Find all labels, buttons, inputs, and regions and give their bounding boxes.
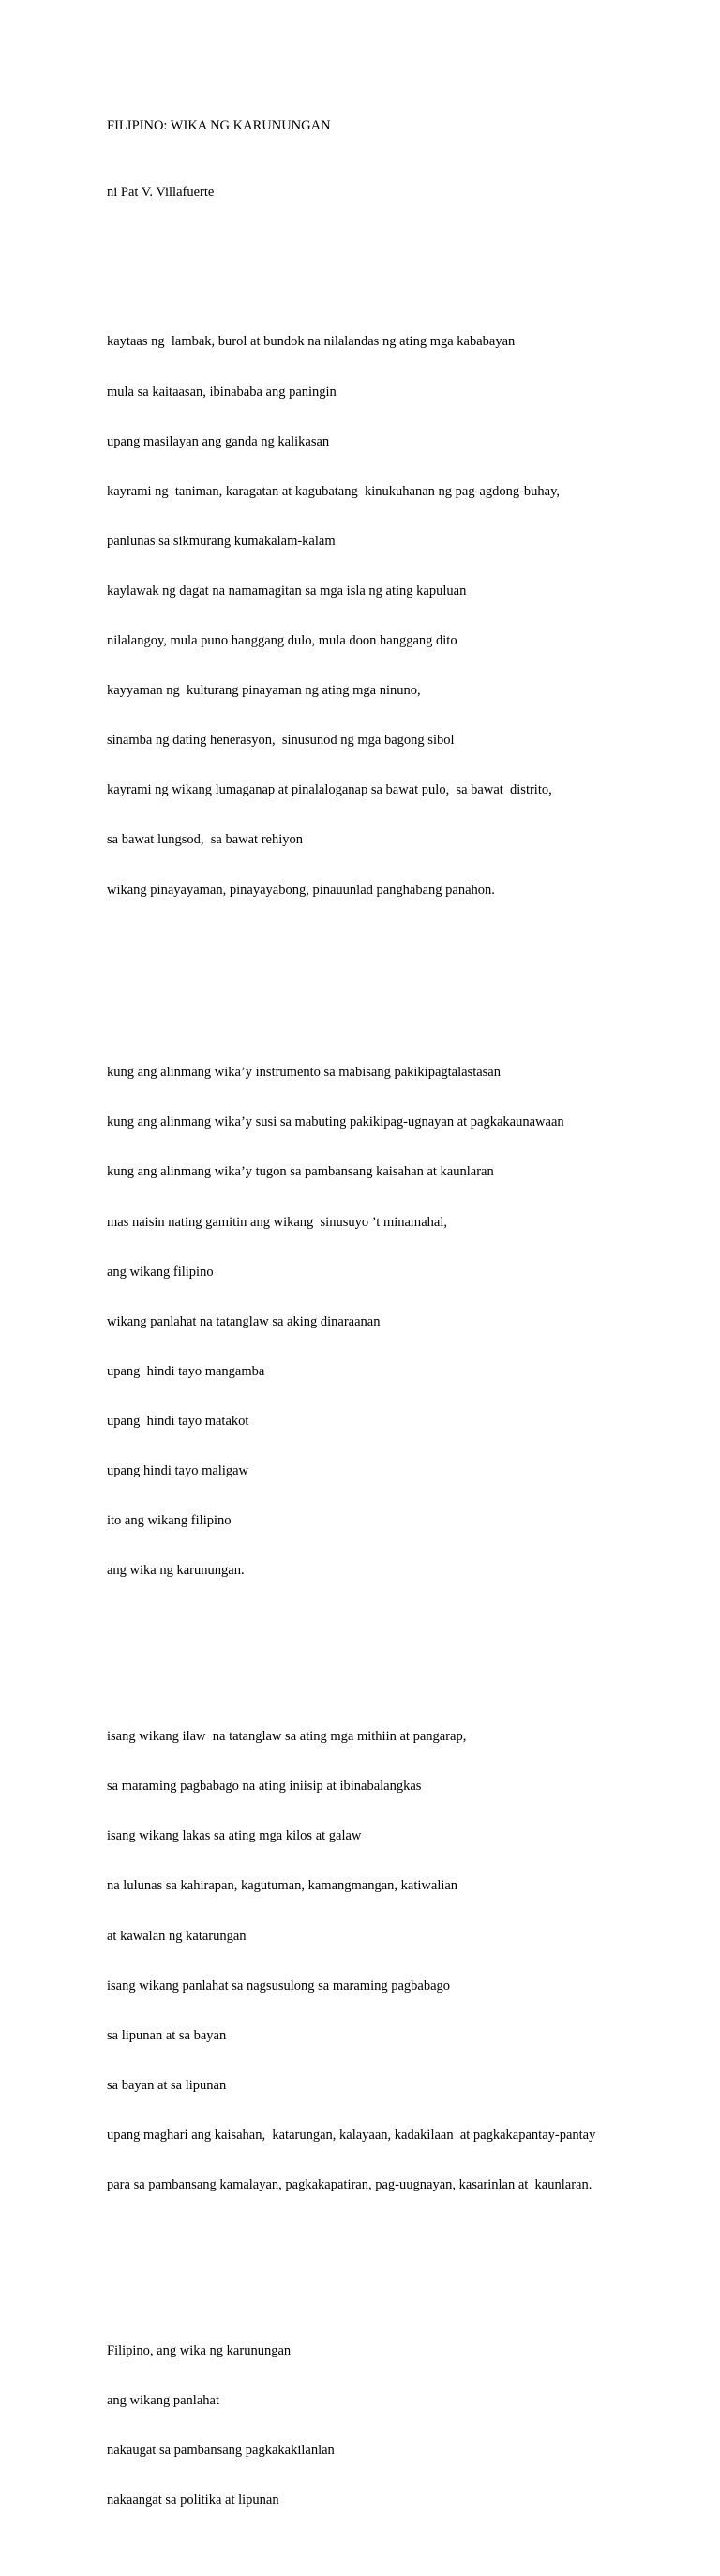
poem-line: wikang pinayayaman, pinayayabong, pinauunlad panghabang panahon. bbox=[107, 882, 495, 898]
stanza-1 bbox=[107, 301, 707, 932]
poem-line: nilalangoy, mula puno hanggang dulo, mula doon hanggang dito bbox=[107, 633, 458, 649]
stanza-3 bbox=[107, 1696, 707, 2227]
poem-line: isang wikang ilaw na tatanglaw sa ating mga mithiin at pangarap, bbox=[107, 1729, 467, 1745]
poem-line: kaytaas ng lambak, burol at bundok na nilalandas ng ating mga kababayan bbox=[107, 334, 516, 350]
poem-line: mas naisin nating gamitin ang wikang sinusuyo ’t minamahal, bbox=[107, 1214, 447, 1230]
poem-line: nakaugat sa pambansang pagkakakilanlan bbox=[107, 2443, 335, 2459]
poem-line: ang wikang panlahat bbox=[107, 2393, 219, 2409]
poem-line: upang maghari ang kaisahan, katarungan, kalayaan, kadakilaan at pagkakapantay-pantay bbox=[107, 2127, 596, 2143]
poem-line: upang hindi tayo matakot bbox=[107, 1413, 249, 1429]
poem-line: kung ang alinmang wika’y tugon sa pambansang kaisahan at kaunlaran bbox=[107, 1164, 494, 1180]
poem-line: panlunas sa sikmurang kumakalam-kalam bbox=[107, 533, 336, 549]
poem-line: kayrami ng wikang lumaganap at pinalaloganap sa bawat pulo, sa bawat distrito, bbox=[107, 782, 552, 798]
poem-line: nakaangat sa politika at lipunan bbox=[107, 2493, 279, 2508]
document-title: FILIPINO: WIKA NG KARUNUNGAN bbox=[107, 118, 331, 134]
poem-line: ito ang wikang filipino bbox=[107, 1513, 232, 1529]
poem-line: mula sa kaitaasan, ibinababa ang paningin bbox=[107, 384, 337, 400]
document-author: ni Pat V. Villafuerte bbox=[107, 185, 215, 201]
stanza-2 bbox=[107, 1032, 707, 1613]
poem-line: ang wikang filipino bbox=[107, 1264, 214, 1280]
stanza-4 bbox=[107, 2311, 707, 2543]
poem-line: sa maraming pagbabago na ating iniisip at ibinabalangkas bbox=[107, 1779, 422, 1795]
poem-line: kaylawak ng dagat na namamagitan sa mga isla ng ating kapuluan bbox=[107, 583, 467, 599]
poem-line: isang wikang panlahat sa nagsusulong sa maraming pagbabago bbox=[107, 1977, 451, 1993]
poem-line: sinamba ng dating henerasyon, sinusunod ng mga bagong sibol bbox=[107, 733, 455, 749]
poem-line: upang hindi tayo maligaw bbox=[107, 1462, 249, 1478]
poem-line: isang wikang lakas sa ating mga kilos at galaw bbox=[107, 1828, 362, 1844]
poem-line: upang masilayan ang ganda ng kalikasan bbox=[107, 433, 330, 449]
poem-line: kayrami ng taniman, karagatan at kagubatang kinukuhanan ng pag-agdong-buhay, bbox=[107, 483, 561, 499]
poem-line: para sa pambansang kamalayan, pagkakapatiran, pag-uugnayan, kasarinlan at kaunlaran. bbox=[107, 2177, 592, 2192]
poem-line: kayyaman ng kulturang pinayaman ng ating mga ninuno, bbox=[107, 683, 421, 699]
poem-line: at kawalan ng katarungan bbox=[107, 1928, 247, 1944]
poem-line: na lulunas sa kahirapan, kagutuman, kamangmangan, katiwalian bbox=[107, 1878, 458, 1894]
poem-line: upang hindi tayo mangamba bbox=[107, 1363, 265, 1379]
poem-line: Filipino, ang wika ng karunungan bbox=[107, 2343, 292, 2358]
document-body bbox=[107, 85, 707, 2576]
poem-line: sa bawat lungsod, sa bawat rehiyon bbox=[107, 832, 303, 848]
poem-line: kung ang alinmang wika’y susi sa mabuting pakikipag-ugnayan at pagkakaunawaan bbox=[107, 1114, 564, 1130]
poem-line: sa bayan at sa lipunan bbox=[107, 2077, 227, 2093]
poem-line: ang wika ng karunungan. bbox=[107, 1563, 245, 1579]
poem-line: sa lipunan at sa bayan bbox=[107, 2027, 227, 2043]
poem-line: kung ang alinmang wika’y instrumento sa mabisang pakikipagtalastasan bbox=[107, 1065, 501, 1081]
poem-line: wikang panlahat na tatanglaw sa aking dinaraanan bbox=[107, 1313, 381, 1329]
